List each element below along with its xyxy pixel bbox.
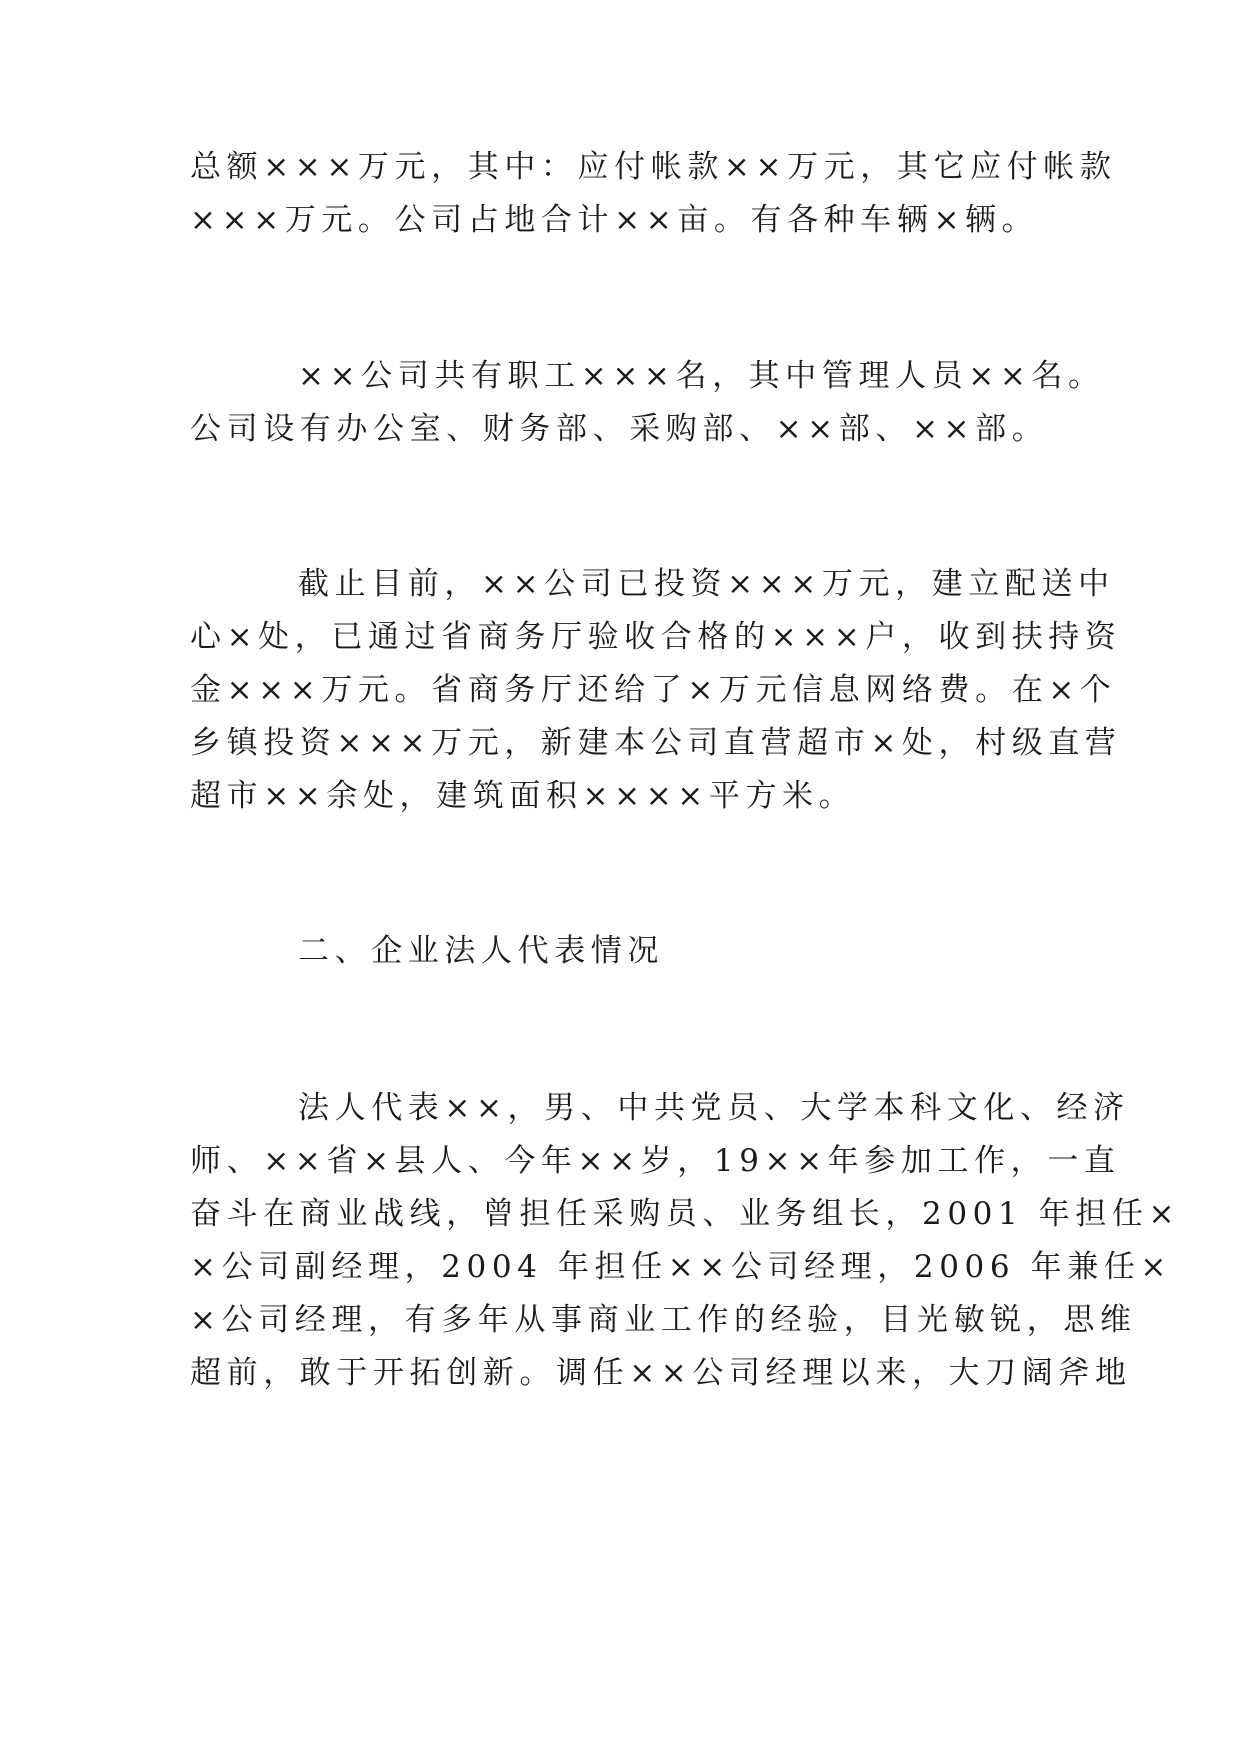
paragraph-line: 超前，敢于开拓创新。调任××公司经理以来，大刀阔斧地 [190,1355,1132,1391]
paragraph-line: 公司设有办公室、财务部、采购部、××部、××部。 [190,411,1049,447]
paragraph-line: 金×××万元。省商务厅还给了×万元信息网络费。在×个 [190,672,1117,708]
paragraph-line: 超市××余处，建筑面积××××平方米。 [190,778,856,814]
paragraph-line: 奋斗在商业战线，曾担任采购员、业务组长，2001 年担任× [190,1196,1181,1232]
paragraph-line: ××公司共有职工×××名，其中管理人员××名。 [298,358,1105,394]
paragraph-line: ×公司副经理，2004 年担任××公司经理，2006 年兼任× [190,1249,1172,1285]
paragraph-line: ×公司经理，有多年从事商业工作的经验，目光敏锐，思维 [190,1302,1137,1338]
paragraph-line: 心×处，已通过省商务厅验收合格的×××户，收到扶持资 [190,619,1122,655]
section-heading: 二、企业法人代表情况 [298,933,664,969]
paragraph-line: 总额×××万元，其中：应付帐款××万元，其它应付帐款 [190,149,1117,185]
paragraph-line: ×××万元。公司占地合计××亩。有各种车辆×辆。 [190,202,1039,238]
paragraph-line: 截止目前，××公司已投资×××万元，建立配送中 [298,566,1115,602]
paragraph-line: 法人代表××，男、中共党员、大学本科文化、经济 [298,1090,1130,1126]
paragraph-line: 乡镇投资×××万元，新建本公司直营超市×处，村级直营 [190,725,1122,761]
paragraph-line: 师、××省×县人、今年××岁，19××年参加工作，一直 [190,1143,1121,1179]
